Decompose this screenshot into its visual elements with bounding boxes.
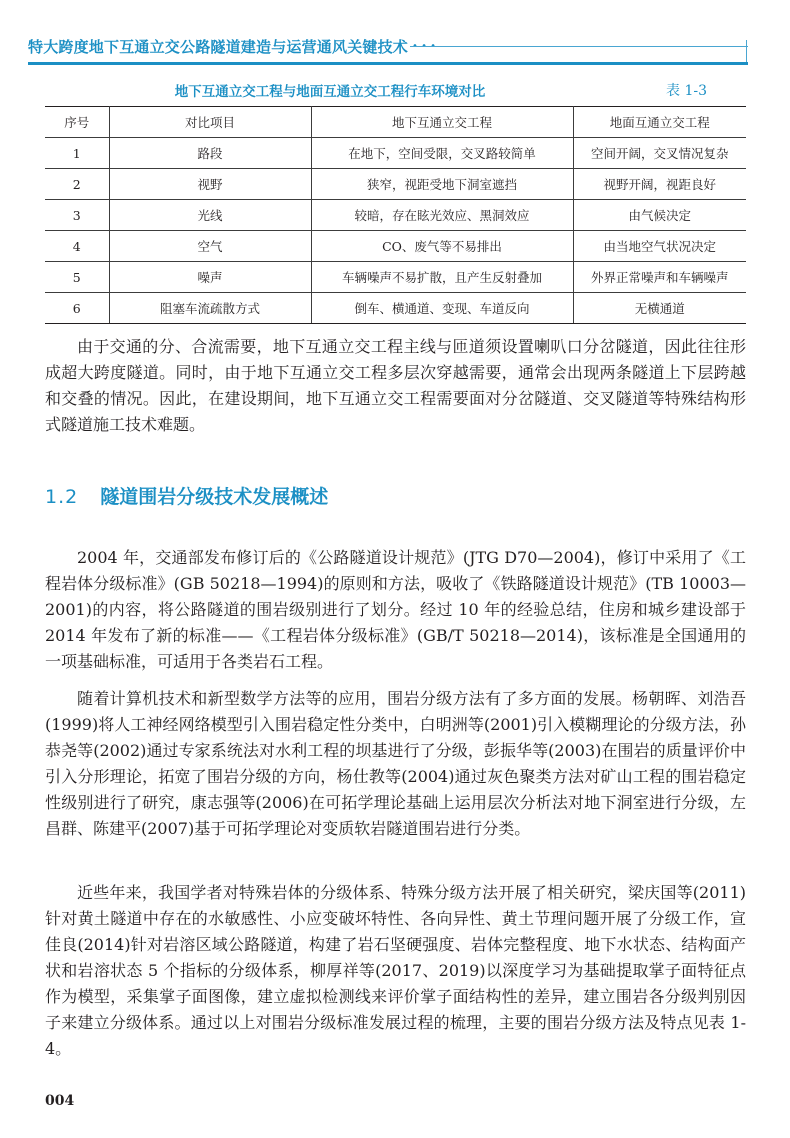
table-cell: 噪声 — [109, 262, 311, 293]
table-cell: 1 — [45, 138, 109, 169]
table-header-row — [45, 107, 746, 138]
table-cell: 阻塞车流疏散方式 — [109, 293, 311, 324]
table-cell: 由当地空气状况决定 — [573, 231, 746, 262]
header-dot-ornament: • • • — [412, 41, 437, 52]
table-cell: 路段 — [109, 138, 311, 169]
table-cell: 2 — [45, 169, 109, 200]
header-thick-rule — [28, 62, 748, 65]
table-cell: 较暗，存在眩光效应、黑洞效应 — [311, 200, 573, 231]
table-cell: 由气候决定 — [573, 200, 746, 231]
section-number: 1.2 — [45, 486, 79, 508]
table-row — [45, 262, 746, 293]
table-cell: 视野开阔，视距良好 — [573, 169, 746, 200]
table-cell: 无横通道 — [573, 293, 746, 324]
table-row — [45, 200, 746, 231]
running-header — [28, 36, 748, 66]
table-cell: 4 — [45, 231, 109, 262]
table-cell: 光线 — [109, 200, 311, 231]
table-cell: 空气 — [109, 231, 311, 262]
header-tick-mark — [746, 40, 747, 62]
body-paragraph-3: 随着计算机技术和新型数学方法等的应用，围岩分级方法有了多方面的发展。杨朝晖、刘浩吾(1999)将人工神经网络模型引入围岩稳定性分类中，白明洲等(2001)引入模糊理论的分级方法，孙恭尧等(2002)通过专家系统法对水利工程的坝基进行了分级，彭振华等(2003)在围岩的质量评价中引入分形理论，拓宽了围岩分级的方向，杨仕教等(2004)通过灰色聚类方法对矿山工程的围岩稳定性级别进行了研究，康志强等(2006)在可拓学理论基础上运用层次分析法对地下洞室进行分级，左昌群、陈建平(2007)基于可拓学理论对变质软岩隧道围岩进行分类。 — [45, 689, 746, 838]
table-cell: CO、废气等不易排出 — [311, 231, 573, 262]
table-cell: 狭窄，视距受地下洞室遮挡 — [311, 169, 573, 200]
body-paragraph-1: 由于交通的分、合流需要，地下互通立交工程主线与匝道须设置喇叭口分岔隧道，因此往往形成超大跨度隧道。同时，由于地下互通立交工程多层次穿越需要，通常会出现两条隧道上下层跨越和交叠的情况。因此，在建设期间，地下互通立交工程需要面对分岔隧道、交叉隧道等特殊结构形式隧道施工技术难题。 — [45, 337, 746, 434]
section-heading — [45, 482, 328, 508]
page-number: 004 — [45, 1093, 75, 1109]
table-cell: 5 — [45, 262, 109, 293]
column-header: 地面互通立交工程 — [573, 107, 746, 138]
comparison-table — [45, 106, 746, 324]
running-header-title: 特大跨度地下互通立交公路隧道建造与运营通风关键技术 — [28, 38, 409, 56]
body-paragraph-4: 近些年来，我国学者对特殊岩体的分级体系、特殊分级方法开展了相关研究，梁庆国等(2011)针对黄土隧道中存在的水敏感性、小应变破坏特性、各向异性、黄土节理问题开展了分级工作，宣佳良(2014)针对岩溶区域公路隧道，构建了岩石坚硬强度、岩体完整程度、地下水状态、结构面产状和岩溶状态 5 个指标的分级体系，柳厚祥等(2017、2019)以深度学习为基础提取掌子面特征点作为模型，采集掌子面图像，建立虚拟检测线来评价掌子面结构性的差异，建立围岩各分级判别因子来建立分级体系。通过以上对围岩分级标准发展过程的梳理，主要的围岩分级方法及特点见表 1-4。 — [45, 883, 746, 1058]
table-cell: 空间开阔，交叉情况复杂 — [573, 138, 746, 169]
table-caption-title: 地下互通立交工程与地面互通立交工程行车环境对比 — [174, 84, 486, 100]
body-paragraph-2: 2004 年，交通部发布修订后的《公路隧道设计规范》(JTG D70—2004)，修订中采用了《工程岩体分级标准》(GB 50218—1994)的原则和方法，吸收了《铁路隧道设计规范》(TB 10003—2001)的内容，将公路隧道的围岩级别进行了划分。经过 10 年的经验总结，住房和城乡建设部于 2014 年发布了新的标准——《工程岩体分级标准》(GB/T 50218—2014)，该标准是全国通用的一项基础标准，可适用于各类岩石工程。 — [45, 548, 746, 671]
table-cell: 3 — [45, 200, 109, 231]
header-thin-rule — [410, 46, 748, 47]
table-cell: 在地下，空间受限，交叉路较简单 — [311, 138, 573, 169]
column-header: 对比项目 — [109, 107, 311, 138]
table-cell: 倒车、横通道、变现、车道反向 — [311, 293, 573, 324]
table-row — [45, 138, 746, 169]
section-title: 隧道围岩分级技术发展概述 — [100, 486, 329, 508]
table-row — [45, 231, 746, 262]
table-row — [45, 169, 746, 200]
table-cell: 6 — [45, 293, 109, 324]
table-row — [45, 293, 746, 324]
column-header: 序号 — [45, 107, 109, 138]
table-caption — [45, 80, 745, 100]
table-cell: 视野 — [109, 169, 311, 200]
table-cell: 外界正常噪声和车辆噪声 — [573, 262, 746, 293]
table-number: 表 1-3 — [666, 83, 707, 99]
table-cell: 车辆噪声不易扩散，且产生反射叠加 — [311, 262, 573, 293]
column-header: 地下互通立交工程 — [311, 107, 573, 138]
